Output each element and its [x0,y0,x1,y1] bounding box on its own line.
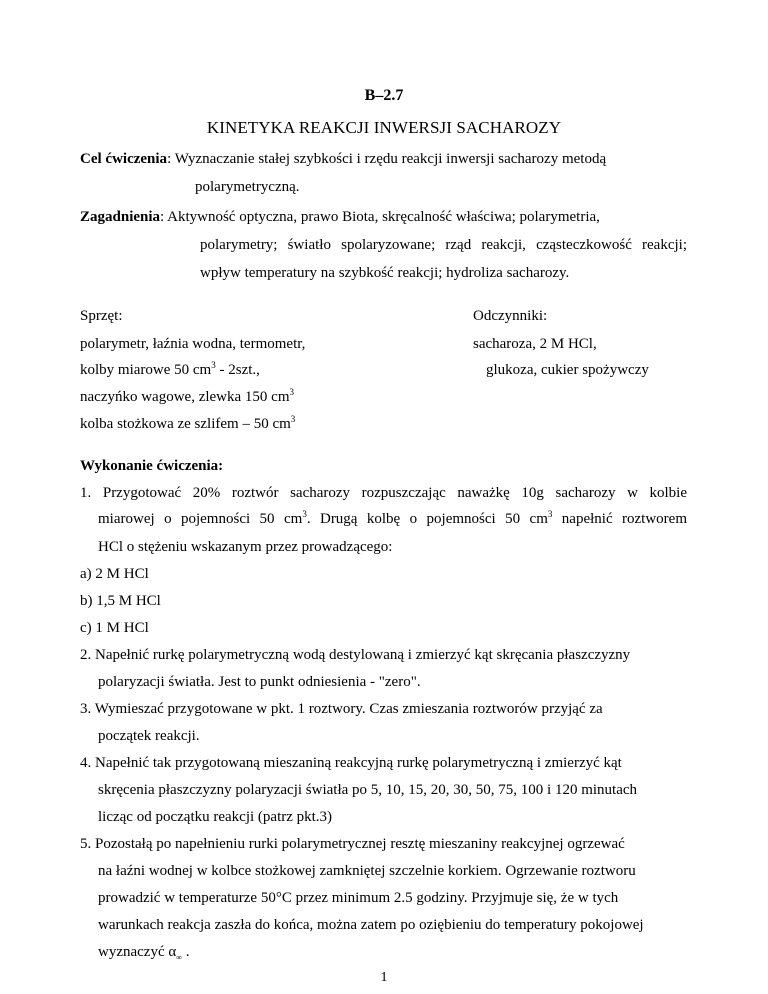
step-5-line-5: wyznaczyć $\alpha_\infty$ . [98,944,190,962]
goal-line-1 [80,151,606,168]
goal-text-1: : Wyznaczanie stałej szybkości i rzędu reakcji inwersji sacharozy metodą [167,151,607,167]
infinity-subscript: ∞ [176,953,182,962]
step-3-line-1: 3. Wymieszać przygotowane w pkt. 1 roztwory. Czas zmieszania roztworów przyjąć za [80,701,603,717]
topics-text-1: : Aktywność optyczna, prawo Biota, skręcalność właściwa; polarymetria, [160,209,600,225]
equipment-line-4: kolba stożkowa ze szlifem – 50 $cm^3$ [80,414,296,432]
goal-text-2: polarymetryczną. [195,179,300,195]
reagents-line-1: sacharoza, 2 M HCl, [473,336,597,352]
exercise-code: B–2.7 [364,87,404,104]
step-5-line-4: warunkach reakcja zaszła do końca, można zatem po oziębieniu do temperatury pokojowej [98,917,644,933]
option-a: a) 2 M HCl [80,566,149,582]
goal-label: Cel ćwiczenia [80,151,168,167]
page-number: 1 [380,970,388,985]
step-2-line-2: polaryzacji światła. Jest to punkt odniesienia - "zero". [98,674,421,690]
topics-label: Zagadnienia [80,209,161,225]
step-4-line-3: licząc od początku reakcji (patrz pkt.3) [98,809,333,825]
step-1-line-3: HCl o stężeniu wskazanym przez prowadzącego: [98,539,393,555]
step-5-line-3: prowadzić w temperaturze 50°C przez minimum 2.5 godziny. Przyjmuje się, że w tych [98,890,619,906]
topics-line-1 [80,209,687,226]
step-5-line-2: na łaźni wodnej w kolbce stożkowej zamkniętej szczelnie korkiem. Ogrzewanie roztworu [98,863,636,879]
equipment-line-3: naczyńko wagowe, zlewka 150 $cm^3$ [80,387,295,405]
reagents-line-2: glukoza, cukier spożywczy [486,362,649,378]
alpha-symbol: α [168,944,177,960]
procedure-heading: Wykonanie ćwiczenia: [80,458,224,474]
step-1-line-1: 1. Przygotować 20% roztwór sacharozy rozpuszczając naważkę 10g sacharozy w kolbie [80,485,687,501]
option-b: b) 1,5 M HCl [80,593,161,609]
step-2-line-1: 2. Napełnić rurkę polarymetryczną wodą destylowaną i zmierzyć kąt skręcania płaszczyzny [80,647,631,663]
equipment-heading: Sprzęt: [80,308,123,324]
step-5-line-1: 5. Pozostałą po napełnieniu rurki polarymetrycznej resztę mieszaniny reakcyjnej ogrzewać [80,836,625,852]
step-3-line-2: początek reakcji. [98,728,200,744]
equipment-line-2: kolby miarowe 50 $cm^3 - 2szt$., [80,360,260,378]
topics-text-2: polarymetry; światło spolaryzowane; rząd reakcji, cząsteczkowość reakcji; [200,237,687,253]
step-1-line-2: miarowej o pojemności 50 $cm^3$. Drugą kolbę o pojemności 50 $cm^3$ napełnić roztworem [98,509,687,527]
step-4-line-1: 4. Napełnić tak przygotowaną mieszaniną reakcyjną rurkę polarymetryczną i zmierzyć kąt [80,755,622,771]
option-c: c) 1 M HCl [80,620,149,636]
step-4-line-2: skręcenia płaszczyzny polaryzacji światła po 5, 10, 15, 20, 30, 50, 75, 100 i 120 minutach [98,782,638,798]
reagents-heading: Odczynniki: [473,308,548,324]
page-title: KINETYKA REAKCJI INWERSJI SACHAROZY [206,118,562,137]
equipment-line-1: polarymetr, łaźnia wodna, termometr, [80,336,306,352]
topics-text-3: wpływ temperatury na szybkość reakcji; hydroliza sacharozy. [200,265,570,281]
